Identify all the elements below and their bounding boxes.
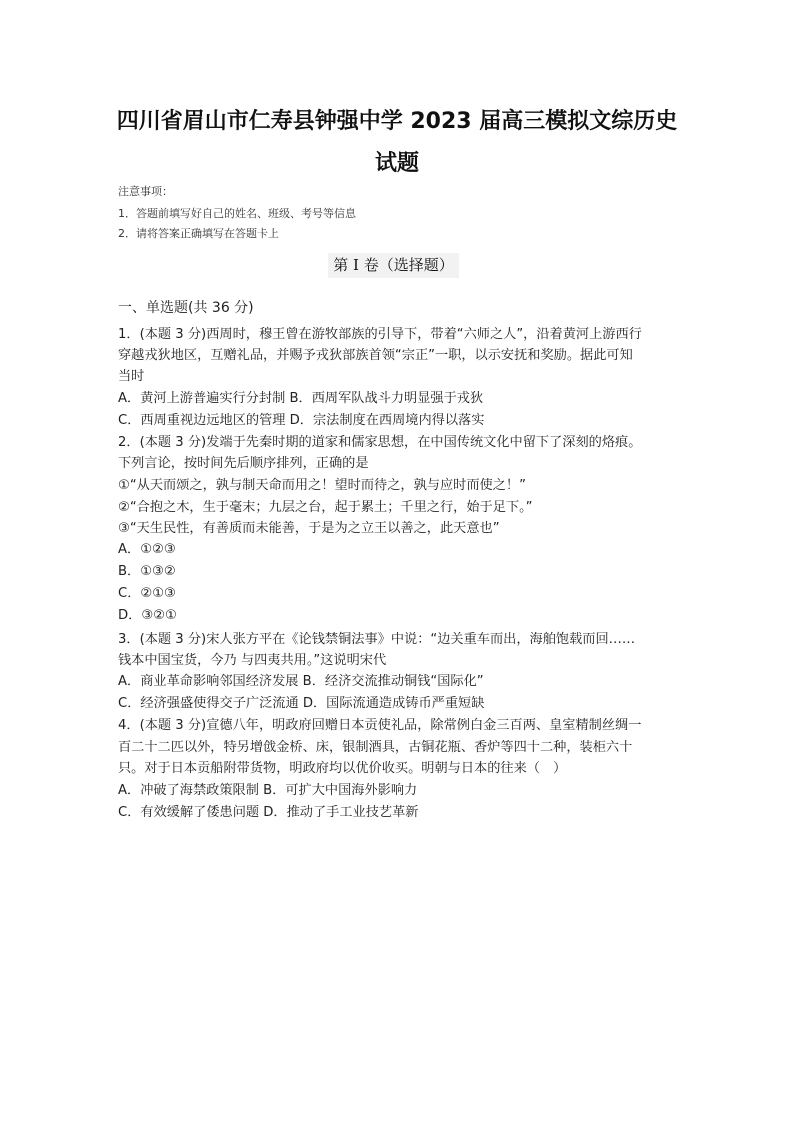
answer-option: B．①③② (118, 564, 176, 579)
quote-item: ②“合抱之木，生于毫末；九层之台，起于累土；千里之行，始于足下。” (118, 500, 533, 515)
answer-option: A．商业革命影响邻国经济发展 B．经济交流推动铜钱“国际化” (118, 674, 484, 689)
answer-option: A．黄河上游普遍实行分封制 B．西周军队战斗力明显强于戎狄 (118, 391, 484, 406)
document-title-continued: 试题 (374, 151, 419, 176)
question-text: 4．(本题 3 分)宣德八年，明政府回赠日本贡使礼品，除常例白金三百两、皇室精制丝绸一 (118, 718, 642, 733)
answer-option: C．②①③ (118, 586, 176, 601)
question-text: 3．(本题 3 分)宋人张方平在《论钱禁铜法事》中说：“边关重车而出，海舶饱载而回…… (118, 632, 636, 647)
answer-option: C．有效缓解了倭患问题 D．推动了手工业技艺革新 (118, 805, 419, 820)
answer-option: A．冲破了海禁政策限制 B．可扩大中国海外影响力 (118, 783, 418, 798)
question-text: 穿越戎狄地区，互赠礼品，并赐予戎狄部族首领“宗正”一职，以示安抚和奖励。据此可知 (118, 348, 633, 363)
quote-item: ①“从天而颂之，孰与制天命而用之！望时而待之，孰与应时而使之！” (118, 478, 526, 493)
section-label: 第 I 卷（选择题） (328, 253, 459, 278)
document-title: 四川省眉山市仁寿县钟强中学 2023 届高三模拟文综历史 (116, 109, 678, 134)
answer-option: C．西周重视边远地区的管理 D．宗法制度在西周境内得以落实 (118, 413, 485, 428)
answer-option: C．经济强盛使得交子广泛流通 D．国际流通造成铸币严重短缺 (118, 696, 485, 711)
quote-item: ③“天生民性，有善质而未能善，于是为之立王以善之，此天意也” (118, 521, 500, 536)
question-text: 只。对于日本贡船附带货物，明政府均以优价收买。明朝与日本的往来（ ） (118, 761, 567, 776)
note-item: 1．答题前填写好自己的姓名、班级、考号等信息 (118, 207, 356, 220)
question-text: 2．(本题 3 分)发端于先秦时期的道家和儒家思想，在中国传统文化中留下了深刻的烙痕。 (118, 435, 642, 450)
answer-option: A．①②③ (118, 542, 176, 557)
question-text: 下列言论，按时间先后顺序排列，正确的是 (118, 456, 369, 471)
answer-option: D．③②① (118, 608, 177, 623)
notes-label: 注意事项： (118, 185, 173, 198)
question-text: 百二十二匹以外，特另增戗金桥、床，银制酒具，古铜花瓶、香炉等四十二种，装柜六十 (118, 740, 633, 755)
question-text: 钱本中国宝货，今乃 与四夷共用。”这说明宋代 (118, 653, 387, 668)
question-text: 当时 (118, 369, 145, 384)
part-heading: 一、单选题(共 36 分) (118, 300, 254, 316)
note-item: 2．请将答案正确填写在答题卡上 (118, 227, 279, 240)
question-text: 1．(本题 3 分)西周时，穆王曾在游牧部族的引导下，带着“六师之人”，沿着黄河上游西行 (118, 327, 642, 342)
